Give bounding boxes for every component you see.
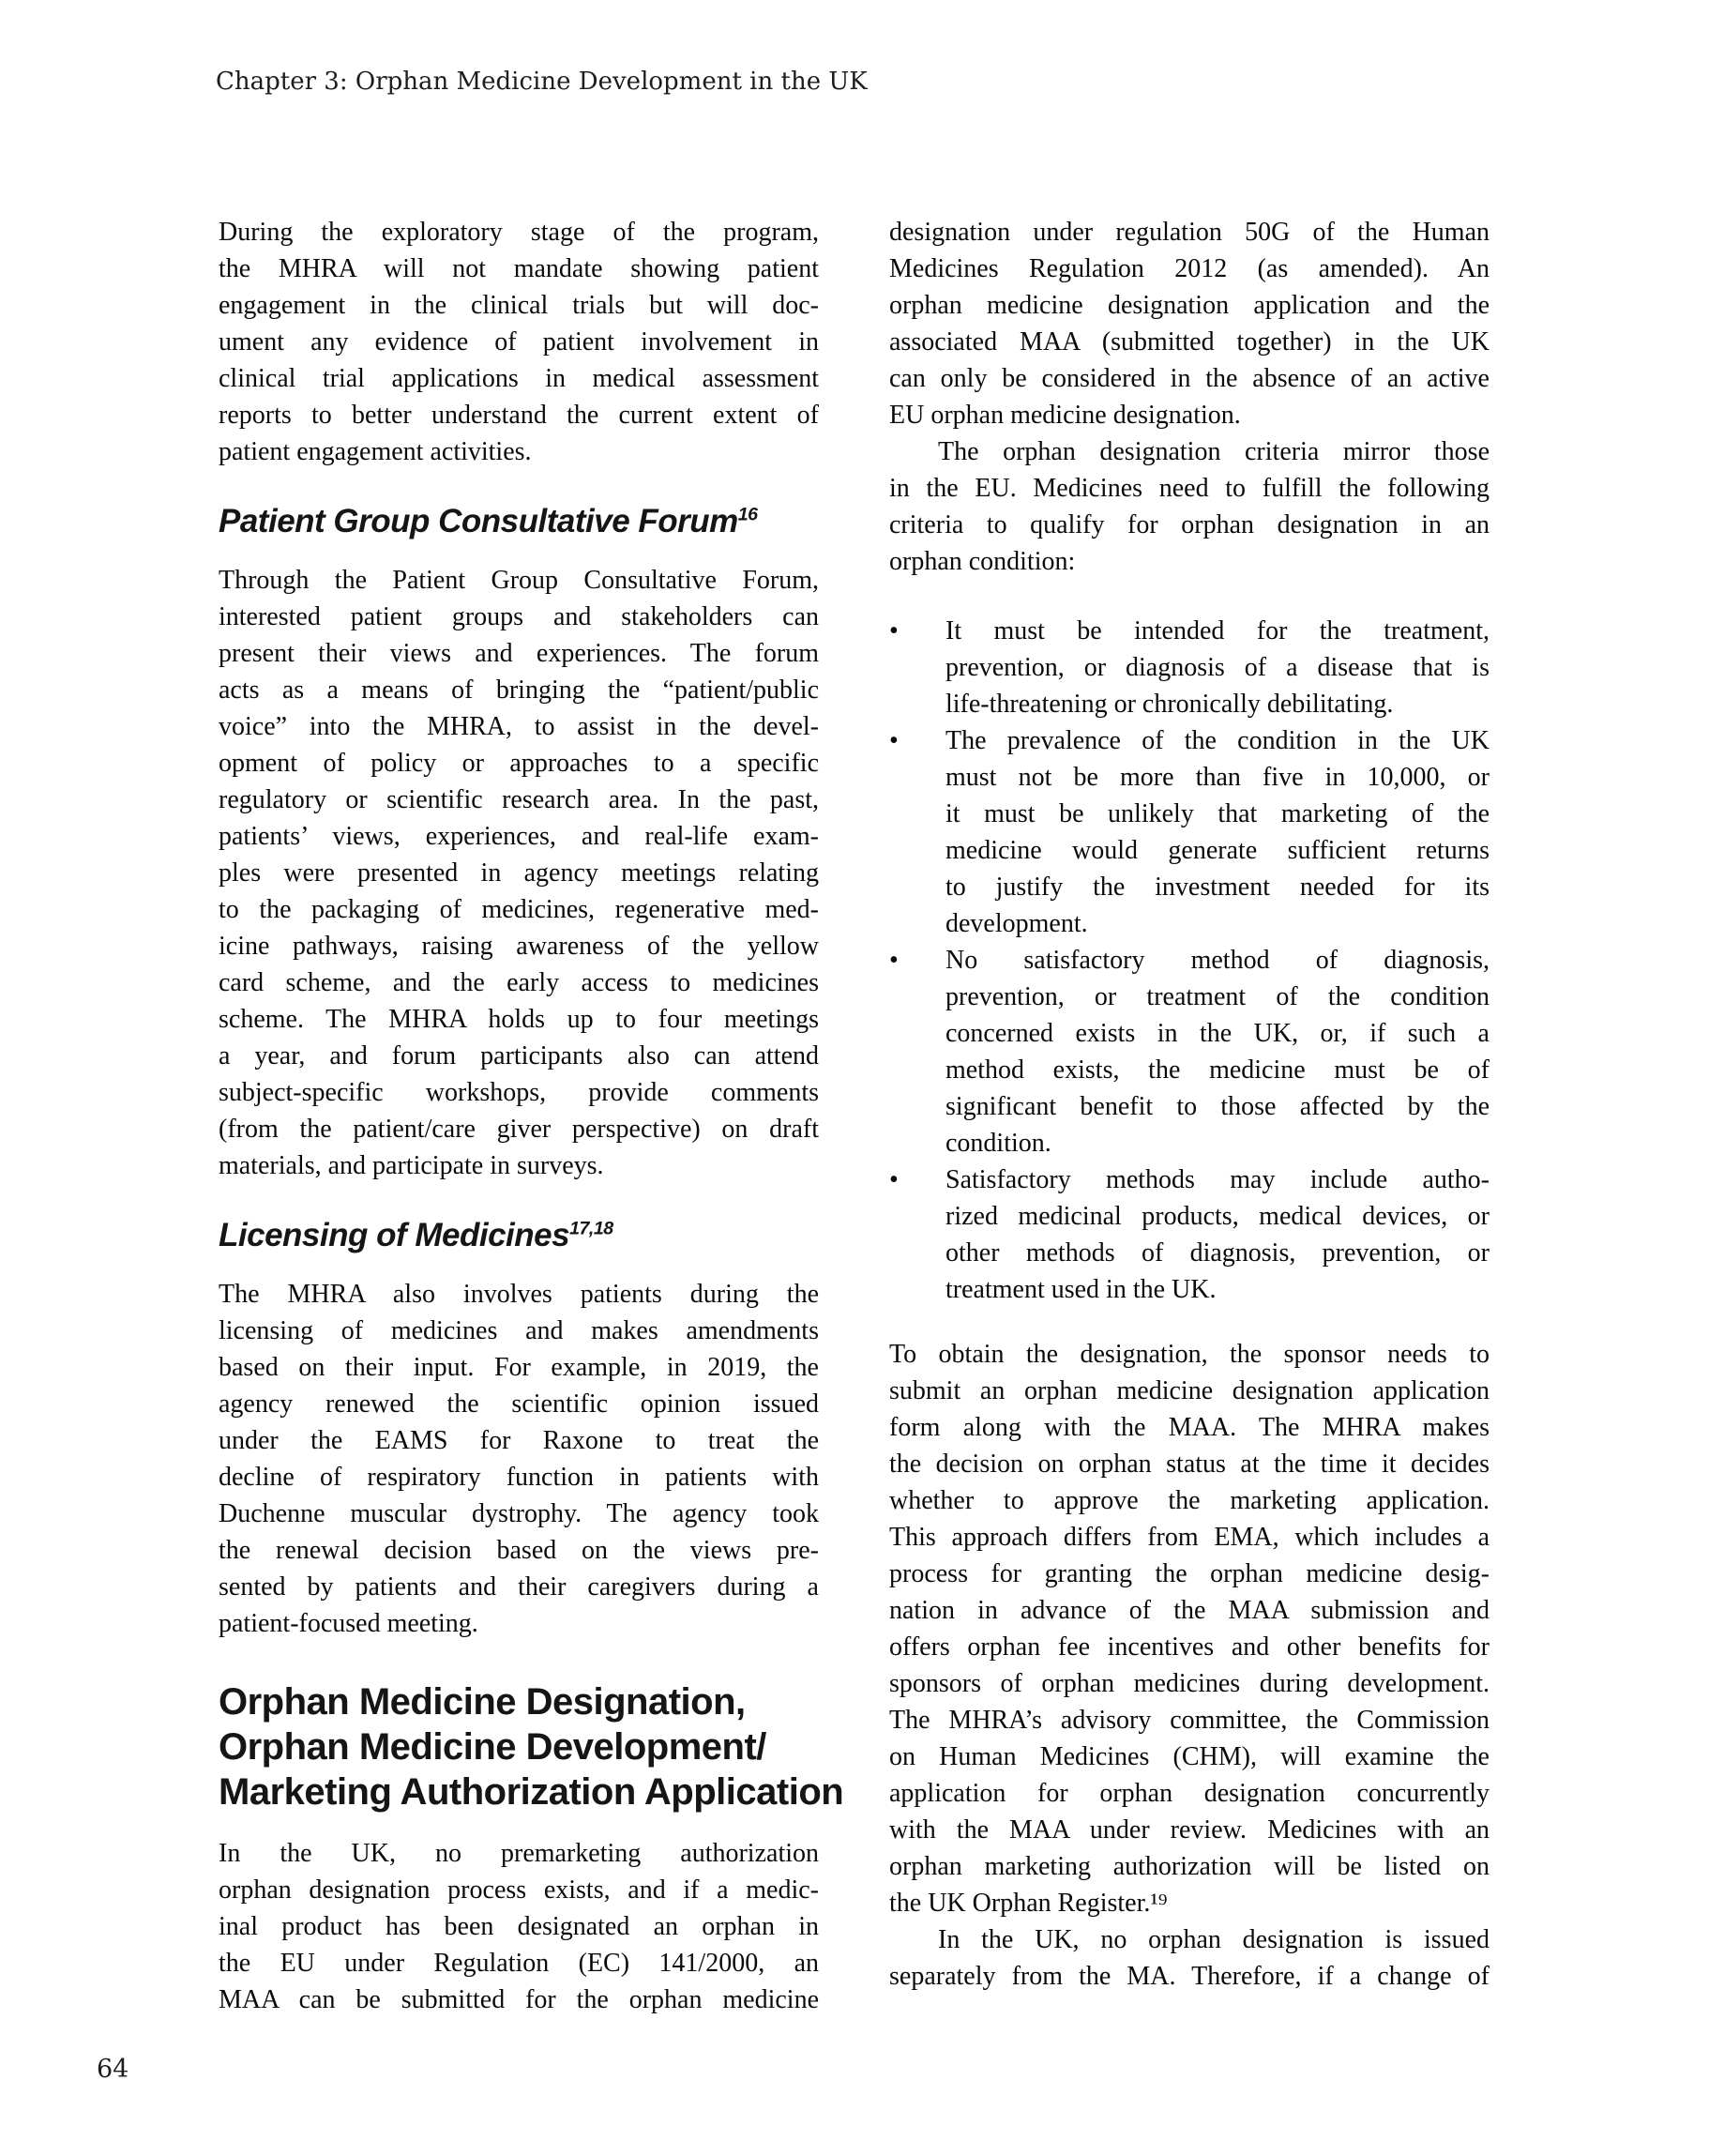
bullet-item-satisfactory-methods — [889, 1162, 1490, 1308]
paragraph-criteria-mirror: The orphan designation criteria mirror those in the EU. Medicines need to fulfill the following criteria to qualify for orphan designation in an orphan condition: — [889, 437, 1490, 576]
bullet-item-no-satisfactory-method — [889, 942, 1490, 1162]
subheading-licensing-of-medicines — [219, 1214, 819, 1257]
bullet-icon: • — [889, 1165, 899, 1194]
paragraph-patient-group-forum: Through the Patient Group Consultative Forum, interested patient groups and stakeholders can present their views and experiences. The forum acts as a means of bringing the “patient/public voice” into the MHRA, to assist in the devel- opment of policy or approaches to a specific regulatory or scientific research area. In the past, patients’ views, experiences, and real-life exam- ples were presented in agency meetings relating to the packaging of medicines, regenerative med- icine pathways, raising awareness of the yellow card scheme, and the early access to medicines scheme. The MHRA holds up to four meetings a year, and forum participants also can attend subject-specific workshops, provide comments (from the patient/care giver perspective) on draft materials, and participate in surveys. — [219, 566, 819, 1180]
right-column — [889, 214, 1490, 1995]
bullet-text: Satisfactory methods may include autho- rized medicinal products, medical devices, or other methods of diagnosis, prevention, or treatment used in the UK. — [945, 1165, 1490, 1304]
footnote-ref-16: 16 — [737, 504, 758, 525]
bullet-text: No satisfactory method of diagnosis, prevention, or treatment of the condition concerned exists in the UK, or, if such a method exists, the medicine must be of significant benefit to those affected by the condition. — [945, 946, 1490, 1158]
bullet-text: It must be intended for the treatment, prevention, or diagnosis of a disease that is life-threatening or chronically debilitating. — [945, 616, 1490, 719]
page-number: 64 — [97, 2055, 129, 2084]
paragraph-exploratory-stage: During the exploratory stage of the program, the MHRA will not mandate showing patient engagement in the clinical trials but will doc- ument any evidence of patient involvement in clinical trial applications in medical assessment reports to better understand the current extent of patient engagement activities. — [219, 218, 819, 466]
subheading-label: Patient Group Consultative Forum — [219, 503, 738, 539]
paragraph-designation-50g: designation under regulation 50G of the Human Medicines Regulation 2012 (as amended). An orphan medicine designation application and the associated MAA (submitted together) in the UK can only be considered in the absence of an active EU orphan medicine designation. — [889, 218, 1490, 430]
bullet-text: The prevalence of the condition in the UK must not be more than five in 10,000, or it must be unlikely that marketing of the medicine would generate sufficient returns to justify the investment needed for its development. — [945, 726, 1490, 938]
bullet-icon: • — [889, 726, 899, 755]
footnote-ref-17-18: 17,18 — [569, 1218, 613, 1239]
bullet-icon: • — [889, 616, 899, 645]
bullet-item-treatment-intent — [889, 613, 1490, 722]
paragraph-uk-premarketing: In the UK, no premarketing authorization orphan designation process exists, and if a medic- inal product has been designated an orphan in the EU under Regulation (EC) 141/2000, an MAA can be submitted for the orphan medicine — [219, 1839, 819, 2014]
section-heading-orphan-medicine-designation: Orphan Medicine Designation, Orphan Medicine Development/ Marketing Authorization Application — [219, 1681, 844, 1813]
running-header: Chapter 3: Orphan Medicine Development in the UK — [216, 68, 868, 96]
paragraph-to-obtain-designation: To obtain the designation, the sponsor needs to submit an orphan medicine designation application form along with the MAA. The MHRA makes the decision on orphan status at the time it decides whether to approve the marketing application. This approach differs from EMA, which includes a process for granting the orphan medicine desig- nation in advance of the MAA submission and offers orphan fee incentives and other benefits for sponsors of orphan medicines during development. The MHRA’s advisory committee, the Commission on Human Medicines (CHM), will examine the application for orphan designation concurrently with the MAA under review. Medicines with an orphan marketing authorization will be listed on the UK Orphan Register.¹⁹ — [889, 1340, 1490, 1918]
bullet-icon: • — [889, 946, 899, 975]
paragraph-no-orphan-designation: In the UK, no orphan designation is issued separately from the MA. Therefore, if a change of — [889, 1925, 1490, 1991]
left-column — [219, 214, 844, 2018]
subheading-label: Licensing of Medicines — [219, 1217, 570, 1253]
subheading-patient-group-forum — [219, 500, 819, 543]
orphan-criteria-bullet-list — [889, 613, 1490, 1308]
bullet-item-prevalence — [889, 722, 1490, 942]
paragraph-licensing-of-medicines: The MHRA also involves patients during the licensing of medicines and makes amendments based on their input. For example, in 2019, the agency renewed the scientific opinion issued under the EAMS for Raxone to treat the decline of respiratory function in patients with Duchenne muscular dystrophy. The agency took the renewal decision based on the views pre- sented by patients and their caregivers during a patient-focused meeting. — [219, 1280, 819, 1638]
